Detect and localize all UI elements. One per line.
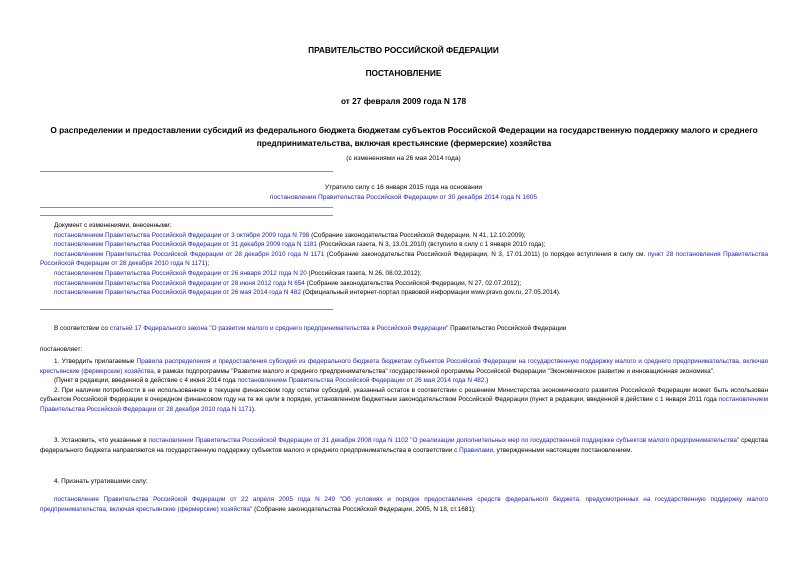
change-link[interactable]: пункт 28 постановления Правительства Российской Федерации от 28 декабря 2010 года N 1171 bbox=[40, 250, 768, 268]
change-link[interactable]: постановлением Правительства Российской Федерации от 31 декабря 2009 года N 1181 bbox=[54, 241, 317, 249]
resolution-link[interactable]: постановлении Правительства Российской Федерации от 31 декабря 2008 года N 1102 "О реализации дополнительных мер по государственной поддержке субъектов малого предпринимательства" bbox=[148, 437, 740, 444]
change-link[interactable]: постановлением Правительства Российской Федерации от 26 мая 2014 года N 482 bbox=[54, 289, 301, 297]
list-item: постановлением Правительства Российской Федерации от 31 декабря 2009 года N 1181 (Российская газета, N 3, 13.01.2010) (вступило в силу с 1 января 2010 года); bbox=[54, 241, 546, 249]
paragraph-1-note: (Пункт в редакции, введенной в действие с 4 июня 2014 года постановлением Правительства Российской Федерации от 26 мая 2014 года N 482.) bbox=[54, 377, 489, 385]
version-note: (с изменениями на 26 мая 2014 года) bbox=[346, 155, 461, 162]
divider bbox=[40, 171, 333, 172]
law-link[interactable]: статьей 17 Федерального закона "О развитии малого и среднего предпринимательства в Российской Федерации" bbox=[109, 325, 449, 332]
paragraph-3: 3. Установить, что указанные в постановлении Правительства Российской Федерации от 31 декабря 2008 года N 1102 "О реализации дополнительных мер по государственной поддержке субъектов малого предпринимательства" средства федерального бюджета направляются на государственную поддержку субъектов малого и среднего предпринимательства в соответствии с Правилами, утвержденными настоящим постановлением. bbox=[40, 437, 768, 454]
document-title: О распределении и предоставлении субсидий из федерального бюджета бюджетам субъектов Российской Федерации на государственную поддержку малого и среднего предпринимательства, включая крестьянские (фермерские) хозяйства bbox=[50, 125, 758, 148]
list-item: постановлением Правительства Российской Федерации от 28 июня 2012 года N 654 (Собрание законодательства Российской Федерации, N 27, 02.07.2012); bbox=[54, 279, 522, 287]
paragraph-3-block bbox=[40, 436, 768, 455]
change-link[interactable]: постановлением Правительства Российской Федерации от 28 декабря 2010 года N 1171 bbox=[54, 250, 325, 258]
document-type: ПОСТАНОВЛЕНИЕ bbox=[365, 68, 442, 78]
change-link[interactable]: постановлением Правительства Российской Федерации от 3 октября 2009 года N 798 bbox=[54, 231, 310, 239]
loss-of-force-notice bbox=[0, 183, 807, 203]
change-link[interactable]: постановлением Правительства Российской Федерации от 28 июня 2012 года N 654 bbox=[54, 279, 305, 287]
divider bbox=[40, 215, 333, 216]
paragraph-1: 1. Утвердить прилагаемые Правила распределения и предоставления субсидий из федерального бюджета бюджетам субъектов Российской Федерации на государственную поддержку малого и среднего предпринимательства, включая крестьянские (фермерские) хозяйства, в рамках подпрограммы "Развитие малого и среднего предпринимательства" государственной программы Российской Федерации "Экономическое развитие и инновационная экономика". bbox=[40, 358, 768, 375]
amendment-link[interactable]: постановлением Правительства Российской Федерации от 28 декабря 2010 года N 1171 bbox=[40, 396, 768, 413]
rules-link[interactable]: Правилами bbox=[459, 446, 494, 454]
document-date-number: от 27 февраля 2009 года N 178 bbox=[340, 96, 467, 106]
paragraph-2: 2. При наличии потребности в не использованном в текущем финансовом году остатке субсидий, указанный остаток в соответствии с решением Министерства экономического развития Российской Федерации может быть использован субъектом Российской Федерации в очередном финансовом году на те же цели в порядке, установленном бюджетным законодательством Российской Федерации (пункт в редакции, введенной в действие с 1 января 2011 года постановлением Правительства Российской Федерации от 28 декабря 2010 года N 1171). bbox=[40, 386, 768, 413]
changes-intro: Документ с изменениями, внесенными: bbox=[54, 222, 172, 229]
paragraph-1-2 bbox=[40, 357, 768, 415]
government-heading: ПРАВИТЕЛЬСТВО РОССИЙСКОЙ ФЕДЕРАЦИИ bbox=[308, 45, 499, 55]
paragraph-4a: постановление Правительства Российской Федерации от 22 апреля 2005 года N 249 "Об условиях и порядке предоставления средств федерального бюджета, предусмотренных на государственную поддержку малого предпринимательства, включая крестьянские (фермерские) хозяйства" (Собрание законодательства Российской Федерации, 2005, N 18, ст.1681); bbox=[40, 496, 768, 513]
decides-label: постановляет: bbox=[40, 346, 83, 353]
list-item: постановлением Правительства Российской Федерации от 26 января 2012 года N 20 (Российская газета, N 26, 08.02.2012); bbox=[54, 269, 422, 277]
divider bbox=[40, 207, 333, 208]
preamble bbox=[40, 324, 768, 334]
list-item: постановлением Правительства Российской Федерации от 28 декабря 2010 года N 1171 (Собрание законодательства Российской Федерации, N 3, 17.01.2011) (о порядке вступления в силу см. пункт 28 постановления Правительства Российской Федерации от 28 декабря 2010 года N 1171); bbox=[40, 250, 768, 268]
paragraph-4-block bbox=[40, 477, 768, 487]
decides bbox=[40, 345, 768, 355]
list-item: постановлением Правительства Российской Федерации от 3 октября 2009 года N 798 (Собрание законодательства Российской Федерации, N 41, 12.10.2009); bbox=[54, 231, 526, 239]
preamble-paragraph: В соответствии со статьей 17 Федерального закона "О развитии малого и среднего предпринимательства в Российской Федерации" Правительство Российской Федерации bbox=[54, 325, 567, 332]
divider bbox=[40, 309, 333, 310]
loss-of-force-text: Утратило силу с 16 января 2015 года на основании bbox=[324, 184, 483, 191]
repealed-resolution-link[interactable]: постановление Правительства Российской Федерации от 22 апреля 2005 года N 249 "Об условиях и порядке предоставления средств федерального бюджета, предусмотренных на государственную поддержку малого предпринимательства, включая крестьянские (фермерские) хозяйства" bbox=[40, 496, 768, 513]
loss-of-force-link[interactable]: постановления Правительства Российской Федерации от 30 декабря 2014 года N 1605 bbox=[269, 194, 538, 202]
paragraph-4: 4. Признать утратившими силу: bbox=[54, 478, 148, 485]
changes-list bbox=[40, 221, 768, 298]
rules-link[interactable]: Правила распределения и предоставления субсидий из федерального бюджета бюджетам субъектов Российской Федерации на государственную поддержку малого и среднего предпринимательства, включая крестьянские (фермерские) хозяйства bbox=[40, 358, 768, 375]
change-link[interactable]: постановлением Правительства Российской Федерации от 26 января 2012 года N 20 bbox=[54, 269, 307, 277]
paragraph-4a-block bbox=[40, 495, 768, 514]
amendment-link[interactable]: постановлением Правительства Российской Федерации от 26 мая 2014 года N 482 bbox=[237, 377, 485, 385]
list-item: постановлением Правительства Российской Федерации от 26 мая 2014 года N 482 (Официальный интернет-портал правовой информации www.pravo.gov.ru, 27.05.2014). bbox=[54, 289, 561, 297]
